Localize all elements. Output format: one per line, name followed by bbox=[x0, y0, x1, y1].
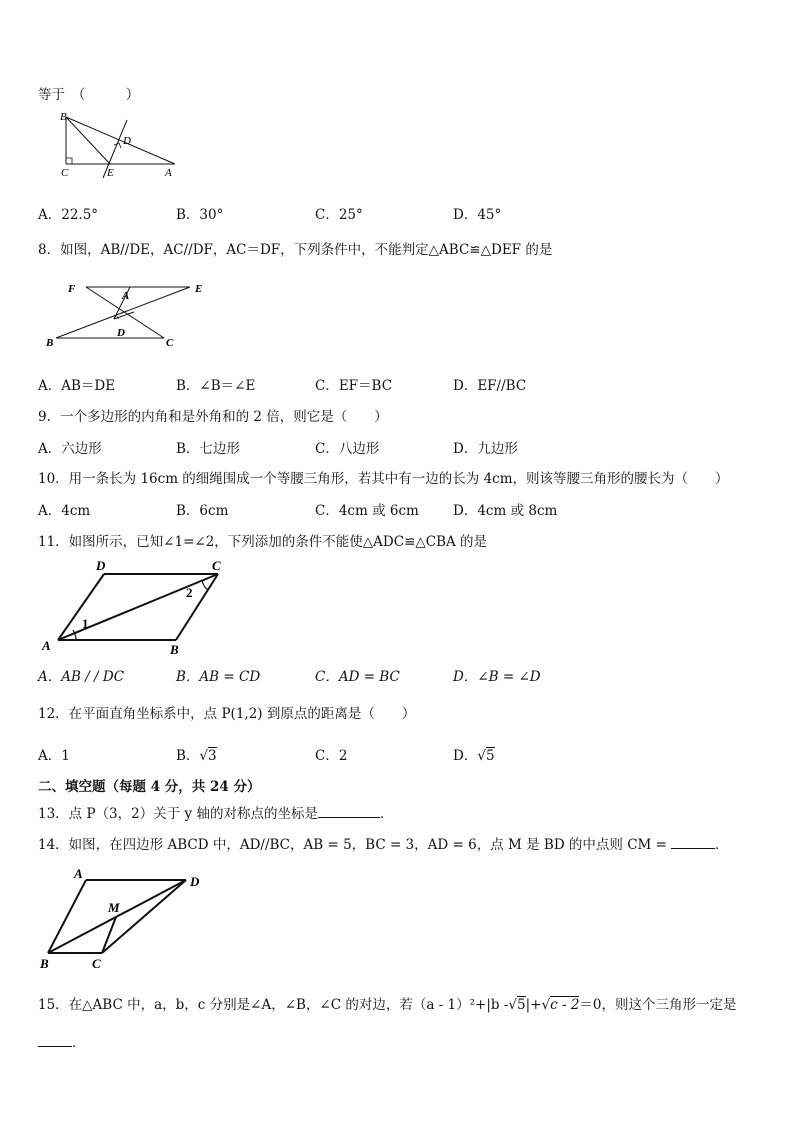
q12-option-d[interactable] bbox=[453, 744, 495, 764]
q15 bbox=[38, 993, 737, 1013]
q8-label-b: B bbox=[46, 337, 54, 349]
sqrt-icon: √ bbox=[477, 748, 486, 764]
sqrt-icon: √ bbox=[199, 748, 209, 764]
q14-end: ． bbox=[714, 837, 729, 853]
q13-text: 13．点 P（3，2）关于 y 轴的对称点的坐标是 bbox=[38, 806, 318, 822]
q7-label-d: D bbox=[123, 135, 131, 147]
q7-label-a: A bbox=[165, 167, 172, 179]
q12-option-b-radicand: 3 bbox=[208, 748, 217, 764]
q8-option-c[interactable]: C．EF＝BC bbox=[315, 378, 393, 394]
q11-option-c[interactable]: C．AD = BC bbox=[315, 669, 400, 685]
q8-option-b[interactable]: B．∠B＝∠E bbox=[176, 378, 256, 394]
q15-radicand-1: 5 bbox=[517, 997, 526, 1013]
q7-lead: 等于 （ ） bbox=[38, 87, 140, 103]
q7-figure bbox=[55, 108, 185, 180]
q8-option-d[interactable]: D．EF//BC bbox=[453, 378, 527, 394]
q14-answer-blank[interactable] bbox=[671, 848, 715, 849]
q7-option-a[interactable]: A．22.5° bbox=[38, 207, 99, 223]
q12-option-b[interactable] bbox=[176, 744, 217, 764]
q14-text: 14．如图，在四边形 ABCD 中，AD//BC，AB = 5，BC = 3，AD = 6，点 M 是 BD 的中点则 CM = bbox=[38, 837, 667, 853]
q9-option-d[interactable]: D．九边形 bbox=[453, 441, 518, 457]
q8-figure bbox=[44, 278, 214, 350]
q15-answer-blank[interactable] bbox=[38, 1046, 72, 1047]
q14-label-b: B bbox=[40, 956, 49, 971]
q7-label-b: B bbox=[60, 111, 67, 123]
q8-option-a[interactable]: A．AB＝DE bbox=[38, 378, 116, 394]
q11-figure bbox=[38, 554, 238, 659]
q8-label-a: A bbox=[122, 290, 130, 302]
q10-option-d[interactable]: D．4cm 或 8cm bbox=[453, 503, 558, 519]
q7-label-e: E bbox=[107, 167, 114, 179]
q14-label-c: C bbox=[92, 956, 101, 971]
q13-answer-blank[interactable] bbox=[318, 817, 380, 818]
q8-text: 8．如图，AB//DE，AC//DF，AC＝DF，下列条件中，不能判定△ABC≌△DEF 的是 bbox=[38, 242, 553, 258]
sqrt-icon: √ bbox=[508, 997, 518, 1013]
q11-label-d: D bbox=[96, 558, 106, 573]
q9-text: 9．一个多边形的内角和是外角和的 2 倍，则它是（ ） bbox=[38, 409, 388, 425]
q10-text: 10．用一条长为 16cm 的细绳围成一个等腰三角形，若其中有一边的长为 4cm，则该等腰三角形的腰长为（ ） bbox=[38, 471, 729, 487]
q11-angle-1: 1 bbox=[82, 616, 89, 631]
section-title-fill-in: 二、填空题（每题 4 分，共 24 分） bbox=[38, 779, 261, 795]
q9-option-b[interactable]: B．七边形 bbox=[176, 441, 240, 457]
q11-text: 11．如图所示，已知∠1=∠2，下列添加的条件不能使△ADC≌△CBA 的是 bbox=[38, 534, 488, 550]
q12-option-b-prefix: B． bbox=[176, 748, 200, 764]
q11-label-c: C bbox=[212, 558, 221, 573]
q11-option-d[interactable]: D．∠B = ∠D bbox=[453, 669, 541, 685]
q10-option-b[interactable]: B．6cm bbox=[176, 503, 229, 519]
q9-option-c[interactable]: C．八边形 bbox=[315, 441, 380, 457]
q11-option-a[interactable]: A．AB / / DC bbox=[38, 669, 125, 685]
q7-label-c: C bbox=[61, 167, 69, 179]
q11-option-b[interactable]: B．AB = CD bbox=[176, 669, 261, 685]
q14-label-m: M bbox=[108, 900, 120, 915]
q13-end: ． bbox=[379, 806, 394, 822]
q15-end: ． bbox=[72, 1035, 86, 1051]
q12-option-d-radicand: 5 bbox=[485, 748, 495, 764]
sqrt-icon: √ bbox=[541, 997, 551, 1013]
q15-part1: 15．在△ABC 中，a，b，c 分别是∠A，∠B，∠C 的对边，若（a - 1）²+|b - bbox=[38, 997, 509, 1013]
q12-text: 12．在平面直角坐标系中，点 P(1,2) 到原点的距离是（ ） bbox=[38, 706, 416, 722]
q9-option-a[interactable]: A．六边形 bbox=[38, 441, 102, 457]
q7-option-c[interactable]: C．25° bbox=[315, 207, 363, 223]
q15-answer-line bbox=[38, 1031, 86, 1051]
q15-part3: ＝0，则这个三角形一定是 bbox=[579, 997, 737, 1013]
q12-option-d-prefix: D． bbox=[453, 748, 478, 764]
q13 bbox=[38, 802, 393, 822]
q14-figure bbox=[36, 864, 216, 972]
q8-label-c: C bbox=[166, 337, 174, 349]
q11-label-b: B bbox=[170, 642, 179, 657]
q8-label-d: D bbox=[117, 327, 125, 339]
q12-option-a[interactable]: A．1 bbox=[38, 748, 70, 764]
q8-label-f: F bbox=[68, 283, 76, 295]
q10-option-c[interactable]: C．4cm 或 6cm bbox=[315, 503, 419, 519]
q11-angle-2: 2 bbox=[186, 585, 193, 600]
q14 bbox=[38, 833, 728, 853]
q10-option-a[interactable]: A．4cm bbox=[38, 503, 91, 519]
q12-option-c[interactable]: C．2 bbox=[315, 748, 348, 764]
q15-radicand-2: c - 2 bbox=[550, 997, 580, 1013]
q7-option-b[interactable]: B．30° bbox=[176, 207, 224, 223]
q7-option-d[interactable]: D．45° bbox=[453, 207, 502, 223]
q8-label-e: E bbox=[195, 283, 203, 295]
q14-label-d: D bbox=[190, 874, 200, 889]
q14-label-a: A bbox=[74, 866, 83, 881]
q11-label-a: A bbox=[42, 638, 51, 653]
q15-part2: |+ bbox=[525, 997, 542, 1013]
